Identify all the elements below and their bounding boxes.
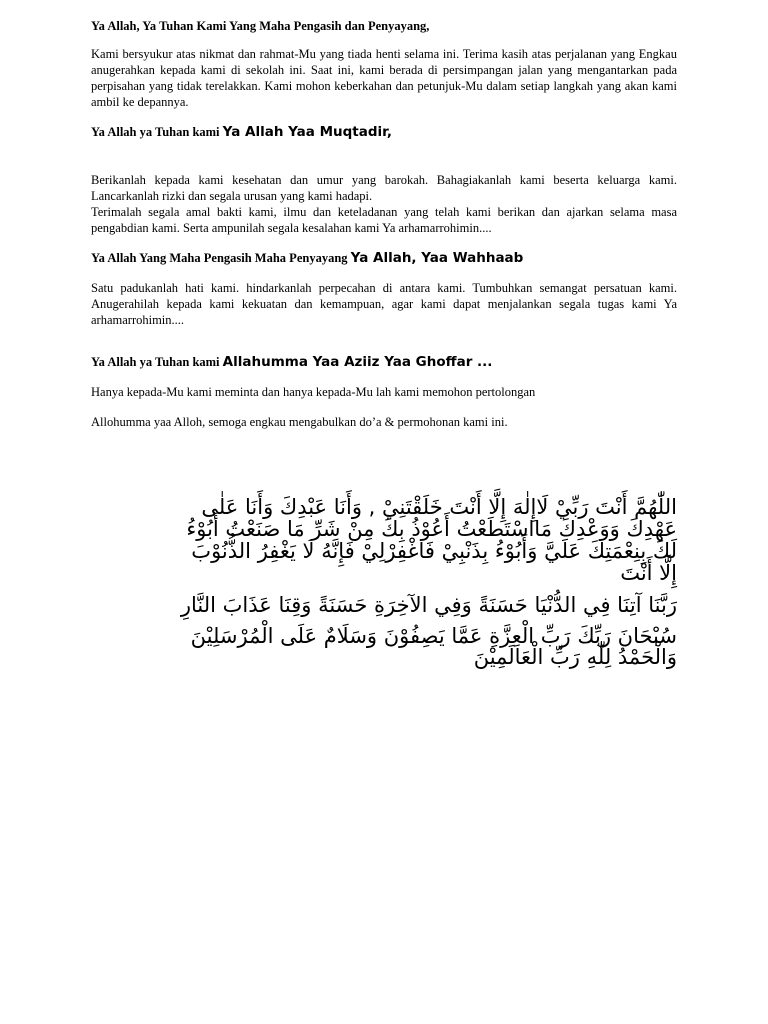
heading-3-name: Ya Allah, Yaa Wahhaab — [350, 250, 524, 266]
paragraph-3: Satu padukanlah hati kami. hindarkanlah perpecahan di antara kami. Tumbuhkan semangat persatuan kami. Anugerahilah kepada kami kekuatan dan kemampuan, agar kami dapat menjalankan segala tugas kami Ya arhamarrohimin.... — [91, 281, 677, 327]
arabic-prayer-3-line-1: سُبْحَانَ رَبِّكَ رَبِّ الْعِزَّةِ عَمَّا يَصِفُوْنَ وَسَلَامٌ عَلَى الْمُرْسَلِيْنَ — [190, 624, 677, 648]
heading-2-name: Ya Allah Yaa Muqtadir, — [222, 124, 392, 140]
heading-2-prefix: Ya Allah ya Tuhan kami — [91, 125, 223, 139]
paragraph-2b: Terimalah segala amal bakti kami, ilmu dan keteladanan yang telah kami berikan dan ajarkan selama masa pengabdian kami. Serta ampunilah segala kesalahan kami Ya arhamarrohimin.... — [91, 205, 677, 235]
arabic-prayer-3-line-2: وَالْحَمْدُ لِلّٰهِ رَبِّ الْعَالَمِيْنَ — [473, 645, 677, 669]
heading-4-prefix: Ya Allah ya Tuhan kami — [91, 355, 223, 369]
paragraph-5: Allohumma yaa Alloh, semoga engkau mengabulkan do’a & permohonan kami ini. — [91, 415, 508, 429]
paragraph-4: Hanya kepada-Mu kami meminta dan hanya kepada-Mu lah kami memohon pertolongan — [91, 385, 536, 399]
arabic-prayer-3 — [117, 626, 677, 668]
heading-4-name: Allahumma Yaa Aziiz Yaa Ghoffar ... — [222, 354, 493, 370]
paragraph-2a: Berikanlah kepada kami kesehatan dan umur yang barokah. Bahagiakanlah kami beserta keluarga kami. Lancarkanlah rizki dan segala urusan yang kami hadapi. — [91, 173, 677, 203]
heading-3-prefix: Ya Allah Yang Maha Pengasih Maha Penyayang — [91, 251, 351, 265]
paragraph-1: Kami bersyukur atas nikmat dan rahmat-Mu yang tiada henti selama ini. Terima kasih atas perjalanan yang Engkau anugerahkan kepada kami di sekolah ini. Saat ini, kami berada di persimpangan jalan yang mengantarkan pada perpisahan yang tidak terelakkan. Kami mohon keberkahan dan petunjuk-Mu dalam setiap langkah yang akan kami ambil ke depannya. — [91, 47, 677, 109]
arabic-prayer-2: رَبَّنَا آتِنَا فِي الدُّنْيَا حَسَنَةً وَفِي الآخِرَةِ حَسَنَةً وَقِنَا عَذَابَ النَّارِ — [180, 593, 677, 617]
heading-4 — [91, 354, 677, 370]
heading-1: Ya Allah, Ya Tuhan Kami Yang Maha Pengasih dan Penyayang, — [91, 19, 430, 33]
heading-3 — [91, 250, 677, 266]
arabic-prayer-1 — [77, 496, 677, 584]
arabic-prayer-1-line-2: عَهْدِكَ وَوَعْدِكَ مَااسْتَطَعْتُ أَعُوْذُ بِكَ مِنْ شَرِّ مَا صَنَعْتُ أَبُوْءُ — [186, 517, 677, 541]
arabic-prayer-1-line-3: لَكَ بِنِعْمَتِكَ عَلَيَّ وَأَبُوْءُ بِذَنْبِيْ فَاغْفِرْلِيْ فَإِنَّهُ لَا يَغْفِرُ الذُّنُوْبَ — [191, 539, 677, 563]
arabic-prayer-1-line-1: اللّٰهُمَّ أَنْتَ رَبِّيْ لَاإِلٰهَ إِلَّا أَنْتَ خَلَقْتَنِيْ , وَأَنَا عَبْدِكَ وَأَنَا عَلٰى — [201, 495, 677, 519]
heading-2 — [91, 124, 677, 140]
document-page — [91, 18, 677, 430]
arabic-prayer-1-line-4: إِلَّا أَنْتَ — [620, 561, 677, 585]
